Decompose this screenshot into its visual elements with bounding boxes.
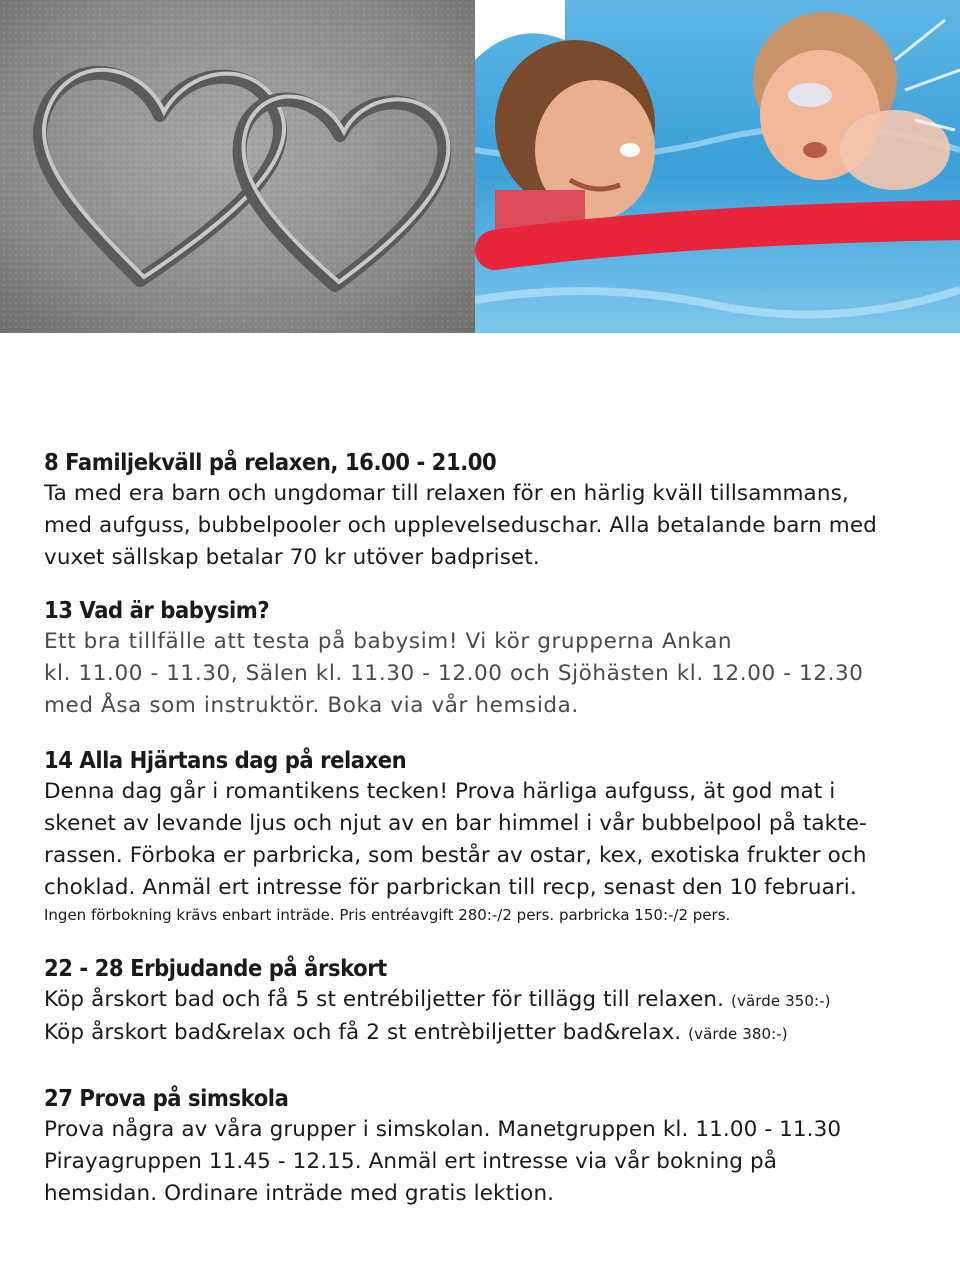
- event-familjekvall: [44, 448, 934, 574]
- event-text-line: Ett bra tillfälle att testa på babysim! Vi kör grupperna Ankan: [44, 629, 733, 654]
- event-text-line: choklad. Anmäl ert intresse för parbrickan till recp, senast den 10 februari.: [44, 875, 857, 900]
- event-text-line: [44, 1017, 934, 1050]
- children-swimming-photo: [475, 0, 960, 333]
- event-text-line: hemsidan. Ordinare inträde med gratis lektion.: [44, 1181, 555, 1206]
- event-text-line: [44, 984, 934, 1017]
- event-heading: 14 Alla Hjärtans dag på relaxen: [44, 748, 407, 774]
- event-babysim: [44, 596, 934, 722]
- event-text-line: Denna dag går i romantikens tecken! Prova härliga aufguss, ät god mat i: [44, 779, 836, 804]
- event-arskort-offer: [44, 954, 934, 1050]
- header-photos: [0, 0, 960, 333]
- event-text-line: vuxet sällskap betalar 70 kr utöver badpriset.: [44, 545, 540, 570]
- event-heading: 8 Familjekväll på relaxen, 16.00 - 21.00: [44, 450, 497, 476]
- event-heading: 27 Prova på simskola: [44, 1086, 289, 1112]
- event-price-note: Ingen förbokning krävs enbart inträde. Pris entréavgift 280:-/2 pers. parbricka 150:-/2 pers.: [44, 906, 731, 924]
- event-text-line: Prova några av våra grupper i simskolan. Manetgruppen kl. 11.00 - 11.30: [44, 1117, 842, 1142]
- offer-value-note: (värde 380:-): [688, 1025, 788, 1043]
- event-alla-hjartans-dag: [44, 746, 934, 926]
- event-heading: 22 - 28 Erbjudande på årskort: [44, 956, 387, 982]
- event-text-line: med aufguss, bubbelpooler och upplevelseduschar. Alla betalande barn med: [44, 513, 877, 538]
- event-text-line: Pirayagruppen 11.45 - 12.15. Anmäl ert intresse via vår bokning på: [44, 1149, 778, 1174]
- event-text-line: med Åsa som instruktör. Boka via vår hemsida.: [44, 693, 579, 718]
- event-text-line: rassen. Förboka er parbricka, som består av ostar, kex, exotiska frukter och: [44, 843, 867, 868]
- events-list: [44, 448, 934, 1210]
- event-text-line: skenet av levande ljus och njut av en bar himmel i vår bubbelpool på takte-: [44, 811, 867, 836]
- event-text-line: Ta med era barn och ungdomar till relaxen för en härlig kväll tillsammans,: [44, 481, 849, 506]
- event-simskola: [44, 1084, 934, 1210]
- event-heading: 13 Vad är babysim?: [44, 598, 270, 624]
- hearts-in-sand-photo: [0, 0, 475, 333]
- offer-text: Köp årskort bad och få 5 st entrébiljetter för tillägg till relaxen.: [44, 987, 725, 1012]
- offer-text: Köp årskort bad&relax och få 2 st entrèbiljetter bad&relax.: [44, 1020, 682, 1045]
- event-text-line: kl. 11.00 - 11.30, Sälen kl. 11.30 - 12.00 och Sjöhästen kl. 12.00 - 12.30: [44, 661, 864, 686]
- offer-value-note: (värde 350:-): [731, 992, 831, 1010]
